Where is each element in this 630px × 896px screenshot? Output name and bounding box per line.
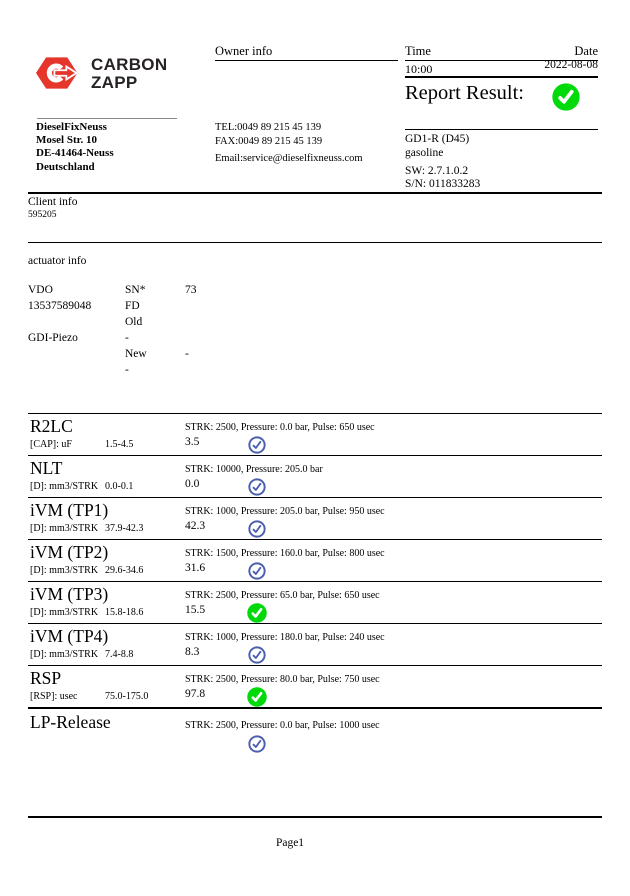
actuator-field-label: Old bbox=[125, 316, 143, 328]
test-value: 31.6 bbox=[185, 562, 206, 574]
actuator-section-divider bbox=[28, 242, 602, 243]
fuel-type: gasoline bbox=[405, 147, 444, 159]
test-name: iVM (TP1) bbox=[30, 500, 109, 520]
device-model: GD1-R (D45) bbox=[405, 133, 470, 145]
address-line: Deutschland bbox=[36, 160, 95, 173]
test-unit-label: [D]: mm3/STRK bbox=[30, 523, 99, 534]
actuator-row bbox=[28, 300, 328, 316]
test-parameters: STRK: 2500, Pressure: 65.0 bar, Pulse: 650 usec bbox=[185, 590, 380, 601]
client-section-divider bbox=[28, 192, 602, 194]
carbon-zapp-logo-icon bbox=[36, 56, 82, 90]
actuator-brand: VDO bbox=[28, 284, 53, 296]
test-range: 15.8-18.6 bbox=[105, 607, 144, 618]
test-unit-label: [D]: mm3/STRK bbox=[30, 649, 99, 660]
actuator-field-label: SN* bbox=[125, 284, 146, 296]
test-parameters: STRK: 10000, Pressure: 205.0 bar bbox=[185, 464, 323, 475]
date-label: Date bbox=[574, 44, 598, 58]
footer-divider bbox=[28, 816, 602, 818]
test-name: NLT bbox=[30, 458, 63, 478]
actuator-info-heading: actuator info bbox=[28, 255, 87, 267]
test-name: LP-Release bbox=[30, 712, 111, 732]
actuator-field-label: New bbox=[125, 348, 147, 360]
test-value: 15.5 bbox=[185, 604, 206, 616]
test-range: 75.0-175.0 bbox=[105, 691, 149, 702]
logo-word-zapp: ZAPP bbox=[91, 73, 138, 92]
test-row-ivm-tp4 bbox=[28, 623, 602, 665]
logo-word-carbon: CARBON bbox=[91, 55, 168, 74]
test-result-check-icon bbox=[247, 435, 267, 455]
test-parameters: STRK: 1000, Pressure: 180.0 bar, Pulse: 240 usec bbox=[185, 632, 385, 643]
test-row-r2lc bbox=[28, 413, 602, 455]
owner-info-heading: Owner info bbox=[215, 44, 273, 58]
actuator-field-label: FD bbox=[125, 300, 140, 312]
time-value-underline bbox=[405, 76, 598, 78]
page-number: Page1 bbox=[275, 837, 305, 849]
test-name: R2LC bbox=[30, 416, 73, 436]
test-name: iVM (TP3) bbox=[30, 584, 109, 604]
test-parameters: STRK: 2500, Pressure: 80.0 bar, Pulse: 750 usec bbox=[185, 674, 380, 685]
device-info-divider bbox=[405, 129, 598, 130]
time-label: Time bbox=[405, 44, 431, 58]
time-date-header bbox=[405, 44, 598, 59]
test-unit-label: [D]: mm3/STRK bbox=[30, 481, 99, 492]
test-row-ivm-tp3 bbox=[28, 581, 602, 623]
test-unit-label: [CAP]: uF bbox=[30, 439, 72, 450]
address-line: DieselFixNeuss bbox=[36, 121, 107, 133]
actuator-part-number: 13537589048 bbox=[28, 300, 92, 312]
test-parameters: STRK: 1000, Pressure: 205.0 bar, Pulse: 950 usec bbox=[185, 506, 385, 517]
report-result-label: Report Result: bbox=[405, 82, 525, 104]
test-parameters: STRK: 2500, Pressure: 0.0 bar, Pulse: 650 usec bbox=[185, 422, 375, 433]
test-row-ivm-tp1 bbox=[28, 497, 602, 539]
test-range: 29.6-34.6 bbox=[105, 565, 144, 576]
test-results-table bbox=[28, 413, 602, 765]
test-value: 8.3 bbox=[185, 646, 200, 658]
test-range: 1.5-4.5 bbox=[105, 439, 134, 450]
actuator-type: GDI-Piezo bbox=[28, 332, 78, 344]
software-version: SW: 2.7.1.0.2 bbox=[405, 165, 469, 177]
test-value: 0.0 bbox=[185, 478, 200, 490]
logo-divider bbox=[37, 118, 177, 119]
test-name: iVM (TP2) bbox=[30, 542, 109, 562]
serial-number: S/N: 011833283 bbox=[405, 177, 481, 190]
time-date-values bbox=[405, 59, 598, 77]
test-result-check-icon bbox=[247, 477, 267, 497]
actuator-row bbox=[28, 316, 328, 332]
actuator-row bbox=[28, 284, 328, 300]
test-range: 37.9-42.3 bbox=[105, 523, 144, 534]
test-unit-label: [RSP]: usec bbox=[30, 691, 78, 702]
client-id: 595205 bbox=[28, 210, 57, 220]
test-result-check-icon bbox=[247, 603, 267, 623]
test-parameters: STRK: 1500, Pressure: 160.0 bar, Pulse: 800 usec bbox=[185, 548, 385, 559]
test-result-check-icon bbox=[247, 561, 267, 581]
device-info bbox=[405, 132, 480, 190]
actuator-field-value: 73 bbox=[185, 284, 197, 296]
address-line: Mosel Str. 10 bbox=[36, 134, 98, 147]
email-line: Email:service@dieselfixneuss.com bbox=[215, 153, 363, 164]
logo-text bbox=[91, 56, 167, 92]
test-range: 0.0-0.1 bbox=[105, 481, 134, 492]
actuator-row bbox=[28, 348, 328, 364]
time-value: 10:00 bbox=[405, 62, 433, 76]
actuator-row bbox=[28, 332, 328, 348]
actuator-field-value: - bbox=[185, 348, 189, 360]
test-value: 97.8 bbox=[185, 688, 206, 700]
actuator-table bbox=[28, 284, 328, 380]
test-result-check-icon bbox=[247, 519, 267, 539]
test-result-check-icon bbox=[247, 687, 267, 707]
fax-line: FAX:0049 89 215 45 139 bbox=[215, 136, 323, 147]
test-unit-label: [D]: mm3/STRK bbox=[30, 565, 99, 576]
address-line: DE-41464-Neuss bbox=[36, 147, 114, 160]
test-row-lp-release bbox=[28, 707, 602, 765]
actuator-field-label: - bbox=[125, 332, 129, 344]
actuator-field-label: - bbox=[125, 364, 129, 376]
test-parameters: STRK: 2500, Pressure: 0.0 bar, Pulse: 1000 usec bbox=[185, 720, 380, 731]
test-result-check-icon bbox=[247, 645, 267, 665]
test-name: RSP bbox=[30, 668, 62, 688]
tel-line: TEL:0049 89 215 45 139 bbox=[215, 122, 322, 133]
test-unit-label: [D]: mm3/STRK bbox=[30, 607, 99, 618]
test-value: 42.3 bbox=[185, 520, 206, 532]
test-row-nlt bbox=[28, 455, 602, 497]
test-range: 7.4-8.8 bbox=[105, 649, 134, 660]
client-info-heading: Client info bbox=[28, 196, 78, 208]
test-result-check-icon bbox=[247, 734, 267, 754]
report-result-pass-icon bbox=[552, 83, 580, 111]
test-row-rsp bbox=[28, 665, 602, 707]
owner-contact bbox=[215, 121, 363, 166]
test-row-ivm-tp2 bbox=[28, 539, 602, 581]
test-name: iVM (TP4) bbox=[30, 626, 109, 646]
carbon-zapp-logo bbox=[36, 54, 167, 92]
date-value: 2022-08-08 bbox=[544, 59, 598, 71]
actuator-row bbox=[28, 364, 328, 380]
test-value: 3.5 bbox=[185, 436, 200, 448]
owner-address bbox=[36, 121, 114, 174]
owner-info-underline bbox=[215, 60, 398, 61]
